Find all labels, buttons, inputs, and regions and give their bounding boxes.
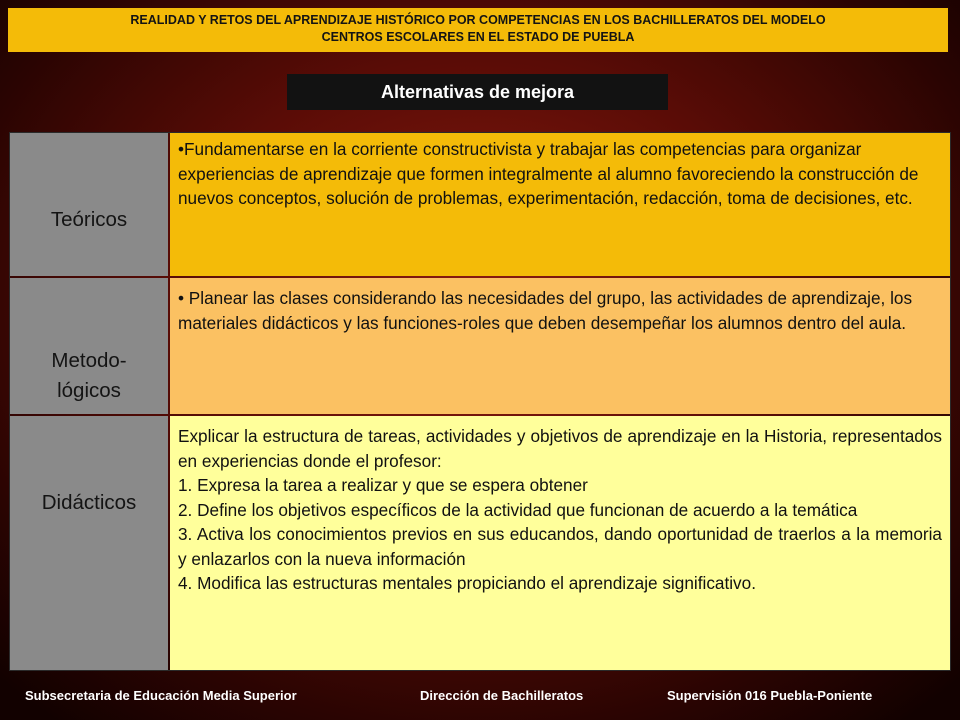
row-label-teoricos: Teóricos	[10, 133, 168, 276]
row-content-teoricos: •Fundamentarse en la corriente constructivista y trabajar las competencias para organizar experiencias de aprendizaje que formen integralmente al alumno favoreciendo la construcción de nuevos conceptos, solución de problemas, experimentación, redacción, toma de decisiones, etc.	[170, 133, 950, 276]
alternatives-table	[9, 132, 951, 671]
row-label-metodologicos-line2: lógicos	[57, 379, 121, 402]
table-row-didacticos	[10, 416, 950, 670]
row-content-didacticos	[170, 416, 950, 670]
table-row-teoricos	[10, 133, 950, 276]
table-row-metodologicos	[10, 278, 950, 414]
footer-subsecretaria: Subsecretaria de Educación Media Superior	[25, 688, 297, 703]
footer	[0, 686, 960, 706]
didacticos-item-3: 3. Activa los conocimientos previos en sus educandos, dando oportunidad de traerlos a la memoria y enlazarlos con la nueva información	[178, 524, 942, 569]
didacticos-item-4: 4. Modifica las estructuras mentales propiciando el aprendizaje significativo.	[178, 573, 756, 593]
row-label-didacticos: Didácticos	[10, 416, 168, 670]
didacticos-item-1: 1. Expresa la tarea a realizar y que se espera obtener	[178, 475, 588, 495]
header-line-2: CENTROS ESCOLARES EN EL ESTADO DE PUEBLA	[321, 30, 635, 44]
row-content-metodologicos: • Planear las clases considerando las necesidades del grupo, las actividades de aprendizaje, los materiales didácticos y las funciones-roles que deben desempeñar los alumnos dentro del aula.	[170, 278, 950, 414]
row-label-metodologicos	[10, 278, 168, 414]
header-line-1: REALIDAD Y RETOS DEL APRENDIZAJE HISTÓRICO POR COMPETENCIAS EN LOS BACHILLERATOS DEL MODELO	[130, 13, 826, 27]
section-title: Alternativas de mejora	[287, 74, 668, 110]
didacticos-intro: Explicar la estructura de tareas, actividades y objetivos de aprendizaje en la Historia, representados en experiencias donde el profesor:	[178, 426, 942, 471]
didacticos-item-2: 2. Define los objetivos específicos de la actividad que funcionan de acuerdo a la temática	[178, 499, 858, 520]
header-banner	[8, 8, 948, 52]
footer-direccion: Dirección de Bachilleratos	[420, 688, 584, 703]
row-label-metodologicos-line1: Metodo-	[51, 349, 127, 372]
footer-supervision: Supervisión 016 Puebla-Poniente	[667, 688, 873, 703]
